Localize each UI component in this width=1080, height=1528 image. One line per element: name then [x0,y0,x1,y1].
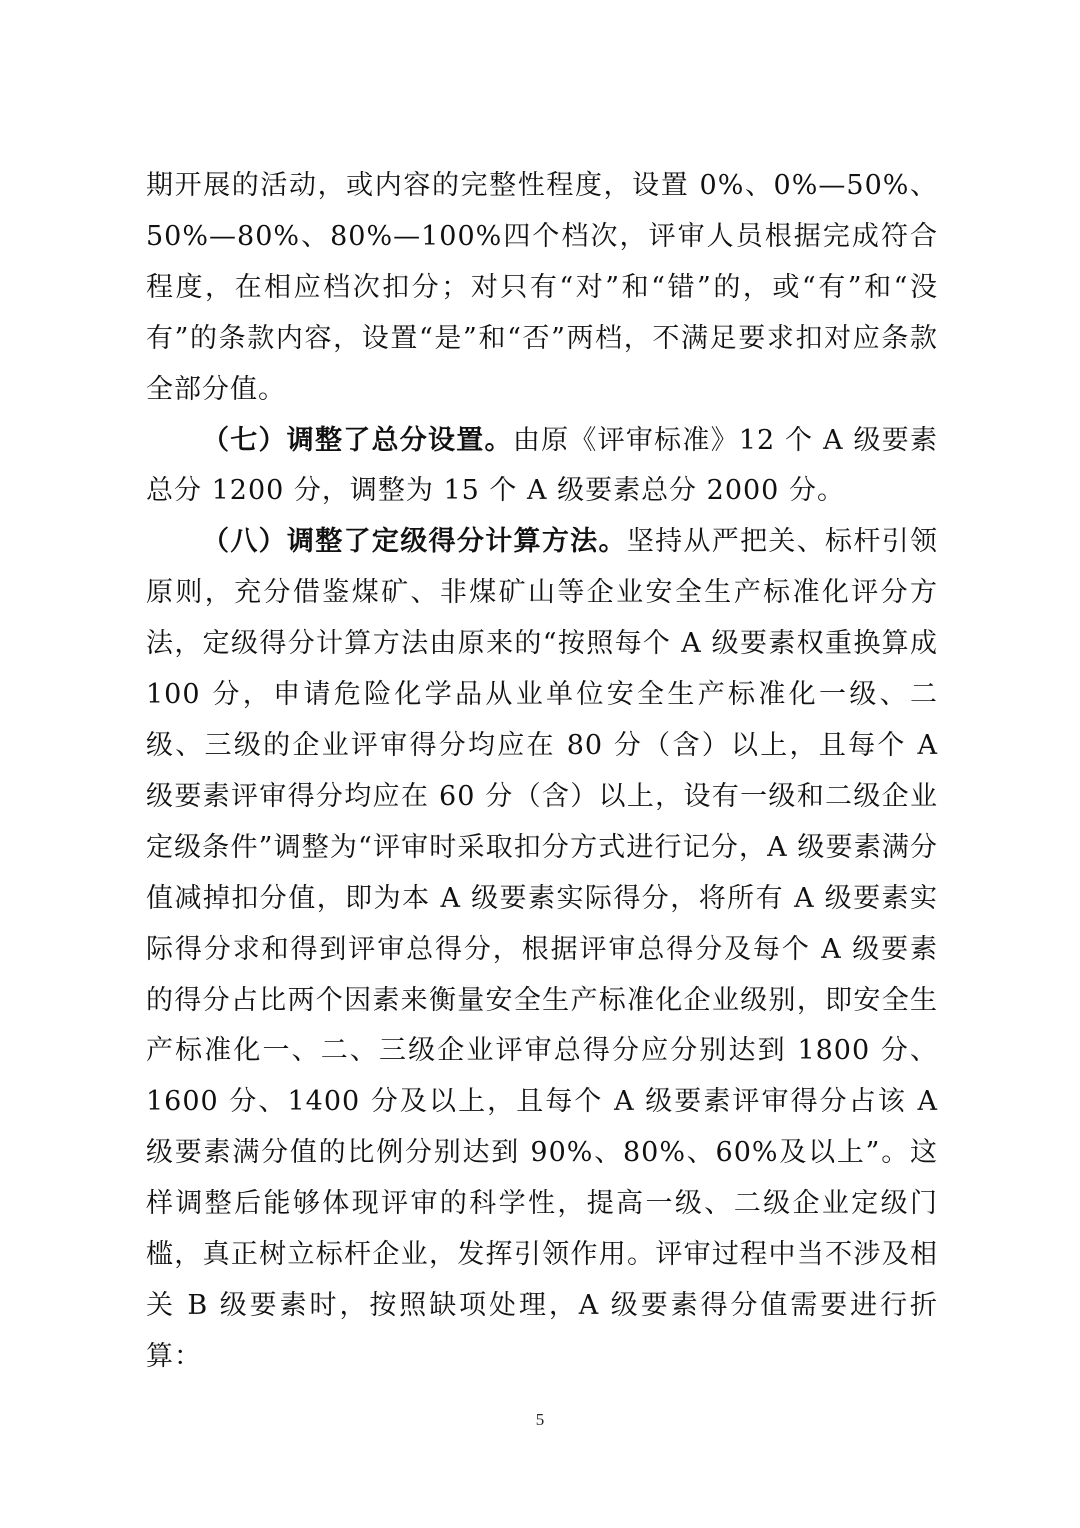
body-text [146,161,938,1383]
section-8-heading: （八）调整了定级得分计算方法。 [202,526,627,558]
page-number: 5 [535,1410,545,1429]
section-7-text: 由原《评审标准》12 个 A 级要素总分 1200 分，调整为 15 个 A 级要素总分 2000 分。 [146,424,938,507]
paragraph-section-7 [146,416,938,518]
paragraph-section-8 [146,517,938,1382]
section-7-heading: （七）调整了总分设置。 [202,424,513,456]
paragraph-continued [146,161,938,416]
section-8-text: 坚持从严把关、标杆引领原则，充分借鉴煤矿、非煤矿山等企业安全生产标准化评分方法，定级得分计算方法由原来的“按照每个 A 级要素权重换算成 100 分，申请危险化学品从业单位安全生产标准化一级、二级、三级的企业评审得分均应在 80 分（含）以上，且每个 A 级要素评审得分均应在 60 分（含）以上，设有一级和二级企业定级条件”调整为“评审时采取扣分方式进行记分，A 级要素满分值减掉扣分值，即为本 A 级要素实际得分，将所有 A 级要素实际得分求和得到评审总得分，根据评审总得分及每个 A 级要素的得分占比两个因素来衡量安全生产标准化企业级别，即安全生产标准化一、二、三级企业评审总得分应分别达到 1800 分、1600 分、1400 分及以上，且每个 A 级要素评审得分占该 A 级要素满分值的比例分别达到 90%、80%、60%及以上”。这样调整后能够体现评审的科学性，提高一级、二级企业定级门槛，真正树立标杆企业，发挥引领作用。评审过程中当不涉及相关 B 级要素时，按照缺项处理，A 级要素得分值需要进行折算： [146,526,939,1372]
paragraph-continued-text: 期开展的活动，或内容的完整性程度，设置 0%、0%—50%、50%—80%、80%—100%四个档次，评审人员根据完成符合程度，在相应档次扣分；对只有“对”和“错”的，或“有”和“没有”的条款内容，设置“是”和“否”两档，不满足要求扣对应条款全部分值。 [146,170,938,405]
